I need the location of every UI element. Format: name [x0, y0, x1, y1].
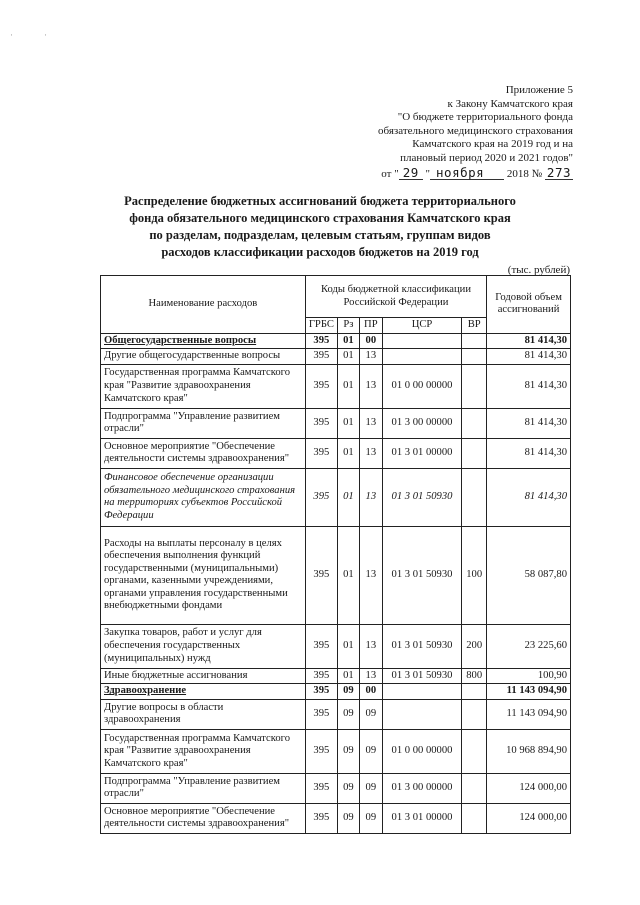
table-row [101, 333, 571, 349]
appendix-line: Приложение 5 [505, 84, 573, 96]
row-amount: 81 414,30 [487, 364, 571, 408]
header-pr: ПР [359, 318, 382, 334]
row-csr: 01 0 00 00000 [382, 729, 461, 773]
table-row [101, 349, 571, 365]
row-csr: 01 3 01 50930 [382, 624, 461, 668]
row-csr [382, 333, 461, 349]
row-grbs: 395 [305, 729, 337, 773]
row-rz: 09 [337, 773, 359, 803]
table-row [101, 526, 571, 624]
scan-speck: · [10, 30, 13, 40]
row-name: Другие общегосударственные вопросы [101, 349, 306, 365]
row-grbs: 395 [305, 349, 337, 365]
row-pr: 09 [359, 803, 382, 833]
row-rz: 09 [337, 684, 359, 700]
title-line: по разделам, подразделам, целевым статьям, группам видов [149, 228, 491, 242]
row-rz: 01 [337, 333, 359, 349]
row-amount: 11 143 094,90 [487, 684, 571, 700]
row-pr: 13 [359, 349, 382, 365]
appendix-line: к Закону Камчатского края [447, 97, 573, 110]
law-date-line [273, 166, 573, 182]
table-row [101, 729, 571, 773]
row-csr [382, 699, 461, 729]
table-row [101, 364, 571, 408]
row-grbs: 395 [305, 408, 337, 438]
appendix-line: плановый период 2020 и 2021 годов" [400, 151, 573, 164]
row-amount: 81 414,30 [487, 408, 571, 438]
row-amount: 23 225,60 [487, 624, 571, 668]
row-rz: 01 [337, 438, 359, 468]
row-vr [462, 803, 487, 833]
row-csr [382, 684, 461, 700]
row-grbs: 395 [305, 624, 337, 668]
date-prefix: от " [381, 167, 399, 180]
row-pr: 09 [359, 773, 382, 803]
row-vr [462, 773, 487, 803]
row-vr: 100 [462, 526, 487, 624]
row-vr [462, 684, 487, 700]
header-csr: ЦСР [382, 318, 461, 334]
row-pr: 13 [359, 624, 382, 668]
date-day: 29 [399, 166, 423, 181]
header-grbs: ГРБС [305, 318, 337, 334]
row-pr: 00 [359, 684, 382, 700]
row-name: Государственная программа Камчатского края "Развитие здравоохранения Камчатского края" [101, 729, 306, 773]
row-vr [462, 408, 487, 438]
row-name: Подпрограмма "Управление развитием отрасли" [101, 773, 306, 803]
row-amount: 58 087,80 [487, 526, 571, 624]
row-pr: 09 [359, 729, 382, 773]
row-grbs: 395 [305, 364, 337, 408]
appendix-header [273, 84, 573, 181]
row-rz: 01 [337, 408, 359, 438]
row-name: Общегосударственные вопросы [101, 333, 306, 349]
title-line: Распределение бюджетных ассигнований бюджета территориального [124, 194, 516, 208]
table-row [101, 468, 571, 526]
row-vr: 800 [462, 668, 487, 684]
row-rz: 09 [337, 729, 359, 773]
row-amount: 124 000,00 [487, 803, 571, 833]
row-amount: 81 414,30 [487, 468, 571, 526]
table-row [101, 803, 571, 833]
row-csr: 01 3 01 00000 [382, 803, 461, 833]
row-vr [462, 468, 487, 526]
row-csr: 01 3 01 00000 [382, 438, 461, 468]
row-name: Иные бюджетные ассигнования [101, 668, 306, 684]
row-pr: 13 [359, 668, 382, 684]
row-amount: 124 000,00 [487, 773, 571, 803]
row-vr: 200 [462, 624, 487, 668]
row-csr: 01 3 00 00000 [382, 408, 461, 438]
row-grbs: 395 [305, 773, 337, 803]
units-label: (тыс. рублей) [507, 264, 570, 276]
row-grbs: 395 [305, 803, 337, 833]
header-rz: Рз [337, 318, 359, 334]
row-vr [462, 349, 487, 365]
header-amount: Годовой объем ассигнований [487, 276, 571, 334]
row-vr [462, 699, 487, 729]
row-pr: 13 [359, 408, 382, 438]
row-grbs: 395 [305, 668, 337, 684]
row-amount: 81 414,30 [487, 333, 571, 349]
document-number: 273 [546, 164, 571, 180]
table-row [101, 684, 571, 700]
row-csr: 01 3 01 50930 [382, 526, 461, 624]
table-row [101, 699, 571, 729]
scan-speck: · [44, 30, 47, 40]
row-vr [462, 438, 487, 468]
row-csr: 01 0 00 00000 [382, 364, 461, 408]
row-grbs: 395 [305, 526, 337, 624]
row-vr [462, 333, 487, 349]
row-pr: 13 [359, 438, 382, 468]
row-grbs: 395 [305, 438, 337, 468]
date-year: 2018 № [504, 167, 545, 180]
row-grbs: 395 [305, 468, 337, 526]
date-month: ноября [430, 166, 504, 181]
row-rz: 01 [337, 668, 359, 684]
row-name: Государственная программа Камчатского края "Развитие здравоохранения Камчатского края" [101, 364, 306, 408]
row-rz: 01 [337, 624, 359, 668]
row-amount: 81 414,30 [487, 438, 571, 468]
row-pr: 13 [359, 364, 382, 408]
row-name: Финансовое обеспечение организации обязательного медицинского страхования на территориях субъектов Российской Федерации [101, 468, 306, 526]
row-amount: 10 968 894,90 [487, 729, 571, 773]
row-csr: 01 3 01 50930 [382, 468, 461, 526]
table-row [101, 668, 571, 684]
row-pr: 13 [359, 468, 382, 526]
header-codes: Коды бюджетной классификации Российской Федерации [305, 276, 486, 318]
table-row [101, 624, 571, 668]
date-quote: " [422, 167, 431, 180]
row-rz: 01 [337, 349, 359, 365]
row-name: Основное мероприятие "Обеспечение деятельности системы здравоохранения" [101, 803, 306, 833]
row-pr: 00 [359, 333, 382, 349]
row-amount: 11 143 094,90 [487, 699, 571, 729]
row-name: Подпрограмма "Управление развитием отрасли" [101, 408, 306, 438]
row-amount: 81 414,30 [487, 349, 571, 365]
document-title [120, 193, 520, 261]
title-line: расходов классификации расходов бюджетов на 2019 год [161, 245, 479, 259]
table-row [101, 773, 571, 803]
appendix-line: обязательного медицинского страхования [378, 124, 573, 137]
row-grbs: 395 [305, 699, 337, 729]
row-vr [462, 729, 487, 773]
row-rz: 01 [337, 526, 359, 624]
row-rz: 09 [337, 803, 359, 833]
row-rz: 01 [337, 364, 359, 408]
row-name: Основное мероприятие "Обеспечение деятельности системы здравоохранения" [101, 438, 306, 468]
row-csr: 01 3 01 50930 [382, 668, 461, 684]
budget-table [100, 275, 571, 834]
row-pr: 09 [359, 699, 382, 729]
table-row [101, 438, 571, 468]
row-amount: 100,90 [487, 668, 571, 684]
title-line: фонда обязательного медицинского страхования Камчатского края [129, 211, 511, 225]
row-name: Расходы на выплаты персоналу в целях обеспечения выполнения функций государственными (муниципальными) органами, казенными учреждениями, органами управления государственными внебюджетными фондами [101, 526, 306, 624]
row-csr: 01 3 00 00000 [382, 773, 461, 803]
row-name: Закупка товаров, работ и услуг для обеспечения государственных (муниципальных) нужд [101, 624, 306, 668]
row-rz: 09 [337, 699, 359, 729]
row-grbs: 395 [305, 333, 337, 349]
row-name: Здравоохранение [101, 684, 306, 700]
appendix-line: "О бюджете территориального фонда [397, 111, 573, 124]
appendix-line: Камчатского края на 2019 год и на [412, 138, 573, 151]
row-vr [462, 364, 487, 408]
row-name: Другие вопросы в области здравоохранения [101, 699, 306, 729]
row-rz: 01 [337, 468, 359, 526]
row-grbs: 395 [305, 684, 337, 700]
header-name: Наименование расходов [101, 276, 306, 334]
row-pr: 13 [359, 526, 382, 624]
header-vr: ВР [462, 318, 487, 334]
row-csr [382, 349, 461, 365]
table-row [101, 408, 571, 438]
